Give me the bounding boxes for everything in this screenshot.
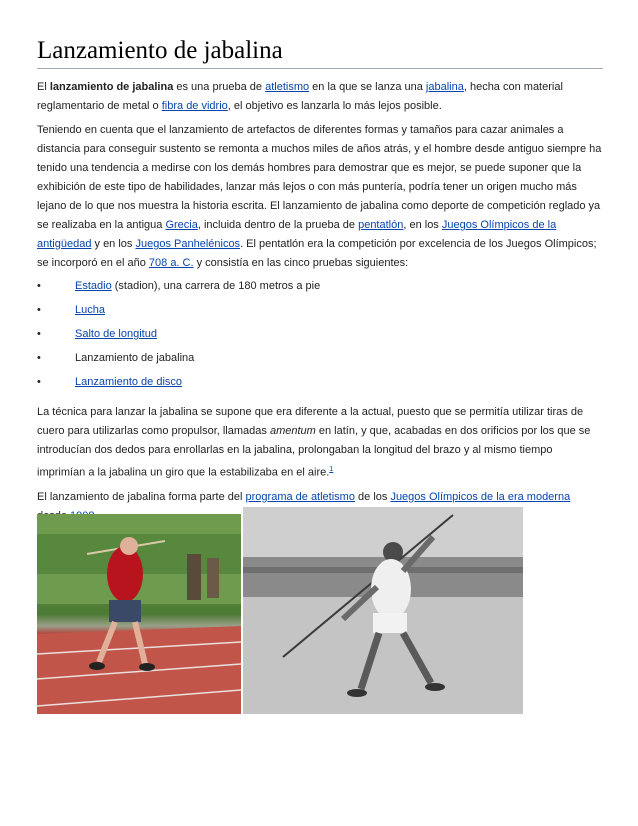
link-lanzamiento-de-disco[interactable]: Lanzamiento de disco	[75, 376, 183, 388]
modern-javelin-thrower-photo[interactable]	[37, 514, 241, 714]
pentathlon-list	[37, 279, 603, 389]
list-item-text: (stadion), una carrera de 180 metros a pie	[111, 280, 321, 292]
intro-text-3: en la que se lanza una	[309, 81, 426, 93]
bullet-icon: •	[37, 280, 41, 292]
history-paragraph	[37, 121, 603, 273]
intro-text-4: , hecha con material reglamentario de metal o	[37, 81, 563, 112]
bullet-icon: •	[37, 328, 41, 340]
photo-gallery	[37, 514, 523, 714]
olympic-text-2: de los	[354, 490, 391, 503]
article	[37, 0, 603, 531]
bullet-icon: •	[37, 376, 41, 388]
technique-paragraph	[37, 403, 603, 483]
list-item	[37, 303, 603, 317]
link-grecia[interactable]: Grecia	[165, 219, 198, 231]
intro-paragraph	[37, 78, 603, 116]
technique-text-2: en latín, y que, acabadas en dos orificios por los que se introducían dos dedos para enrollarlas en la jabalina, prolongaban la longitud del brazo y al mismo tiempo imprimían a la jabalina un giro que la estabilizaba en el aire.	[37, 425, 591, 479]
reference-link[interactable]: 1	[329, 466, 334, 473]
link-atletismo[interactable]: atletismo	[265, 81, 310, 93]
amentum-term: amentum	[269, 425, 316, 437]
list-item	[37, 375, 603, 389]
list-item-text: Lanzamiento de jabalina	[75, 352, 195, 364]
list-item	[37, 351, 603, 365]
intro-bold-term: lanzamiento de jabalina	[49, 81, 174, 93]
title-divider	[37, 68, 603, 69]
link-programa-de-atletismo[interactable]: programa de atletismo	[245, 490, 355, 503]
link-jabalina[interactable]: jabalina	[425, 81, 464, 93]
history-text-6: y consistía en las cinco pruebas siguientes:	[193, 257, 409, 269]
link-pentatlon[interactable]: pentatlón	[358, 219, 404, 231]
historic-thrower-illustration	[243, 507, 523, 714]
historic-javelin-thrower-photo[interactable]	[243, 507, 523, 714]
list-item	[37, 327, 603, 341]
olympic-text-1: El lanzamiento de jabalina forma parte del	[37, 490, 246, 503]
link-lucha[interactable]: Lucha	[75, 304, 105, 316]
list-item	[37, 279, 603, 293]
link-708-ac[interactable]: 708 a. C.	[148, 257, 194, 269]
history-text-1: Teniendo en cuenta que el lanzamiento de artefactos de diferentes formas y tamaños para cazar animales a distancia para conseguir sustento se remonta a muchos miles de años atrás, y el hombre desde antiguo siempre ha tenido una tendencia a medirse con los demás hombres para demostrar que es mejor, se puede suponer que la exhibición de este tipo de habilidades, lanzar más lejos o con más puntería, podría tener un origen mucho más lejano de lo que nos muestra la historia escrita. El lanzamiento de jabalina como deporte de competición reglado ya se realizaba en la antigua	[37, 124, 602, 231]
link-juegos-olimpicos-antiguedad[interactable]: Juegos Olímpicos de la antigüedad	[37, 219, 557, 250]
intro-text-2: es una prueba de	[173, 81, 266, 93]
modern-thrower-illustration	[37, 514, 241, 714]
history-text-5: . El pentatlón era la competición por excelencia de los Juegos Olímpicos; se incorporó en el año	[37, 238, 597, 269]
bullet-icon: •	[37, 352, 41, 364]
history-text-2: , incluida dentro de la prueba de	[197, 219, 359, 231]
bullet-icon: •	[37, 304, 41, 316]
page-title: Lanzamiento de jabalina	[37, 37, 283, 64]
link-juegos-olimpicos-era-moderna[interactable]: Juegos Olímpicos de la era moderna	[390, 490, 571, 503]
link-fibra-de-vidrio[interactable]: fibra de vidrio	[161, 100, 228, 112]
link-salto-de-longitud[interactable]: Salto de longitud	[75, 328, 157, 340]
intro-text-5: , el objetivo es lanzarla lo más lejos posible.	[227, 100, 442, 112]
history-text-4: y en los	[91, 238, 136, 250]
link-juegos-panhelenicos[interactable]: Juegos Panhelénicos	[135, 238, 241, 250]
history-text-3: , en los	[403, 219, 442, 231]
intro-text-1: El	[37, 81, 50, 93]
link-estadio[interactable]: Estadio	[75, 280, 112, 292]
technique-text-1: La técnica para lanzar la jabalina se supone que era diferente a la actual, puesto que se permitía utilizar tiras de cuero para utilizarlas como propulsor, llamadas	[37, 406, 584, 437]
